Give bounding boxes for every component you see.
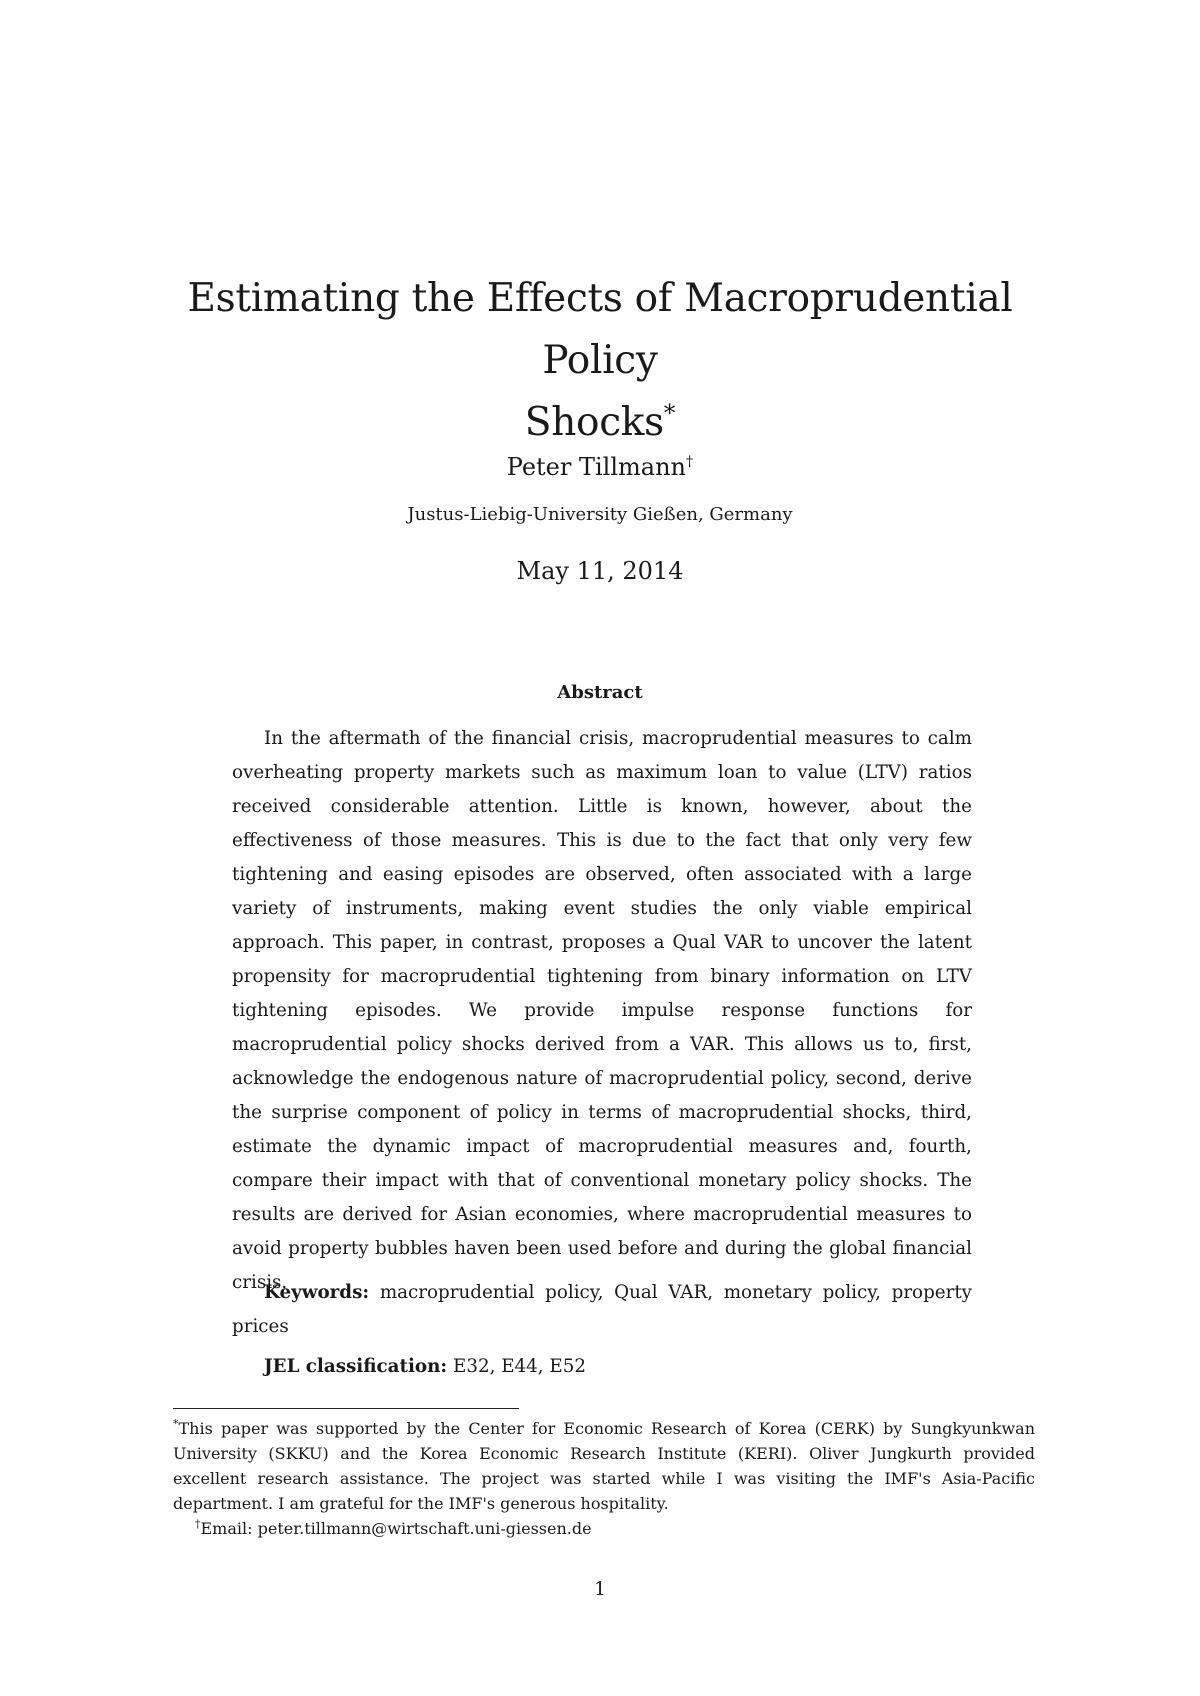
publication-date: May 11, 2014	[516, 557, 684, 585]
author	[0, 453, 1200, 481]
keywords	[232, 1276, 972, 1344]
keywords-text: macroprudential policy, Qual VAR, monetary policy, property prices	[232, 1282, 972, 1337]
footnote-1	[173, 1416, 1035, 1516]
footnote-1-text: This paper was supported by the Center for Economic Research of Korea (CERK) by Sungkyunkwan University (SKKU) and the Korea Economic Research Institute (KERI). Oliver Jungkurth provided excellent research assistance. The project was started while I was visiting the IMF's Asia-Pacific department. I am grateful for the IMF's generous hospitality.	[173, 1419, 1035, 1513]
jel-classification	[232, 1350, 972, 1384]
footnote-rule	[173, 1408, 519, 1409]
title-footnote-mark: *	[663, 399, 676, 427]
author-affiliation: Justus-Liebig-University Gießen, Germany	[407, 504, 793, 525]
footnote-2-mark: †	[195, 1517, 201, 1531]
keywords-label: Keywords:	[264, 1282, 370, 1303]
paper-title	[150, 268, 1050, 454]
abstract-body: In the aftermath of the financial crisis, macroprudential measures to calm overheating property markets such as maximum loan to value (LTV) ratios received considerable attention. Little is known, however, about the effectiveness of those measures. This is due to the fact that only very few tightening and easing episodes are observed, often associated with a large variety of instruments, making event studies the only viable empirical approach. This paper, in contrast, proposes a Qual VAR to uncover the latent propensity for macroprudential tightening from binary information on LTV tightening episodes. We provide impulse response functions for macroprudential policy shocks derived from a VAR. This allows us to, first, acknowledge the endogenous nature of macroprudential policy, second, derive the surprise component of policy in terms of macroprudential shocks, third, estimate the dynamic impact of macroprudential measures and, fourth, compare their impact with that of conventional monetary policy shocks. The results are derived for Asian economies, where macroprudential measures to avoid property bubbles haven been used before and during the global financial crisis.	[232, 728, 972, 1293]
footnote-2-text: Email: peter.tillmann@wirtschaft.uni-giessen.de	[200, 1519, 592, 1538]
footnote-1-mark: *	[173, 1417, 179, 1431]
footnote-2	[173, 1516, 1035, 1541]
author-footnote-mark: †	[686, 454, 694, 470]
title-line-1: Estimating the Effects of Macroprudential Policy	[187, 276, 1013, 383]
jel-text: E32, E44, E52	[452, 1356, 587, 1377]
page-number: 1	[593, 1578, 607, 1600]
jel-label: JEL classification:	[264, 1356, 448, 1377]
author-name: Peter Tillmann	[506, 453, 687, 481]
title-line-2: Shocks	[524, 400, 664, 445]
abstract-heading: Abstract	[557, 682, 643, 703]
